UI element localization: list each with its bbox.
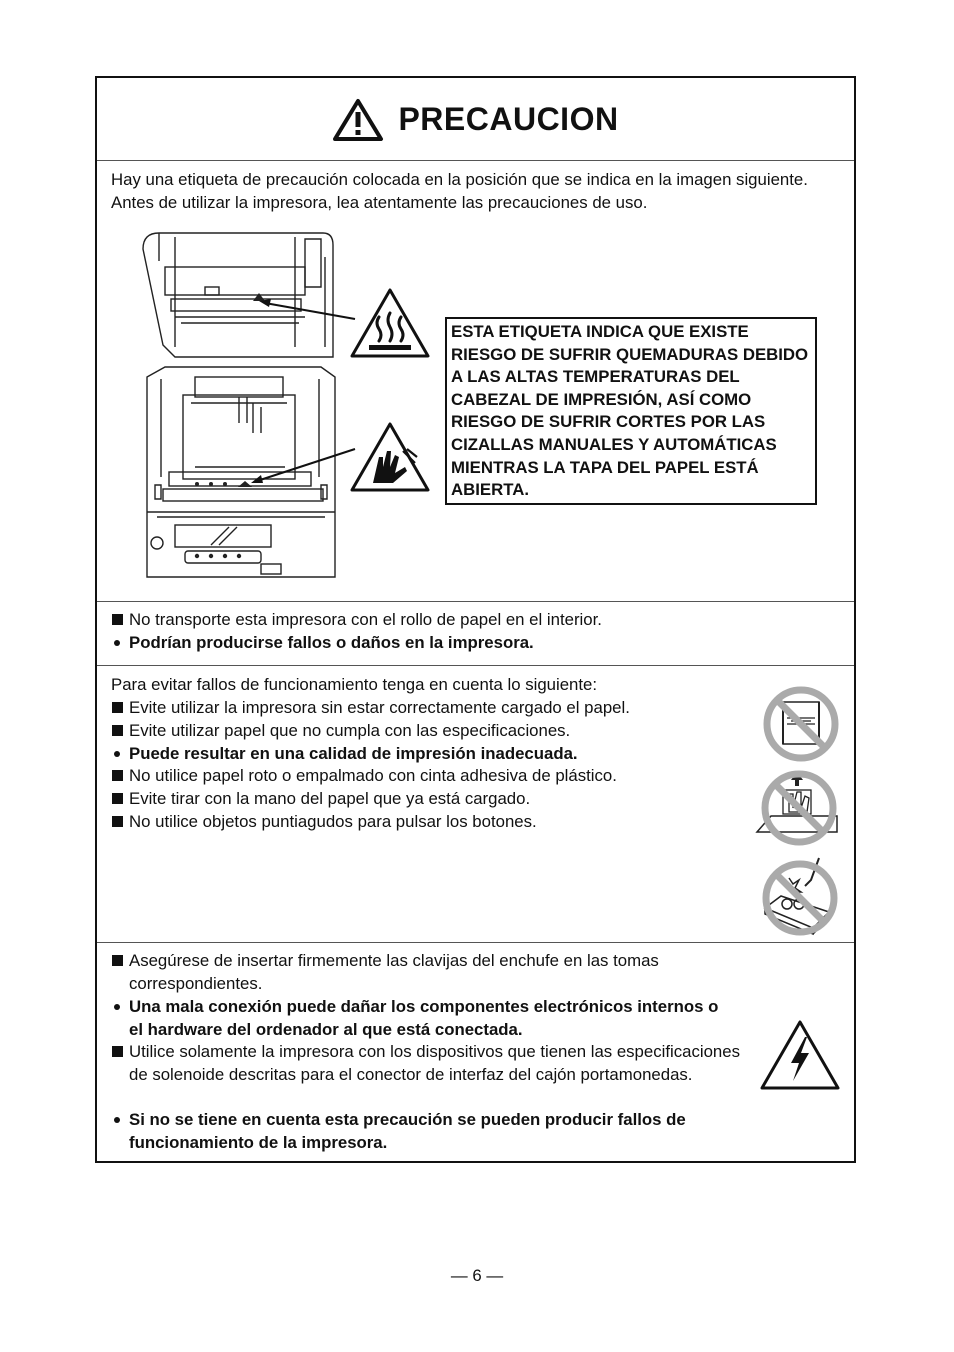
bold-note: Una mala conexión puede dañar los componentes electrónicos internos o el hardware del ordenador al que está conectada. [111, 996, 721, 1041]
list-item: Evite utilizar la impresora sin estar correctamente cargado el papel. [111, 697, 741, 720]
no-sharp-object-icon [759, 852, 841, 938]
list-item: No transporte esta impresora con el rollo de papel en el interior. [111, 609, 811, 632]
printer-illustration [135, 227, 435, 593]
warning-triangle-icon [332, 98, 384, 142]
cutter-hand-icon [349, 421, 431, 493]
label-section [97, 160, 854, 601]
list-item: Evite utilizar papel que no cumpla con las especificaciones. [111, 720, 741, 743]
no-wrong-paper-icon [761, 684, 841, 764]
no-pull-paper-icon [755, 768, 841, 848]
paper-section [97, 665, 854, 942]
page-title: PRECAUCION [398, 101, 619, 137]
list-item: Evite tirar con la mano del papel que ya está cargado. [111, 788, 741, 811]
bold-note: Si no se tiene en cuenta esta precaución se pueden producir fallos de funcionamiento de la impresora. [111, 1109, 751, 1154]
caution-panel [95, 76, 856, 1163]
round-bullet [114, 640, 120, 646]
paper-lead: Para evitar fallos de funcionamiento tenga en cuenta lo siguiente: [111, 675, 598, 694]
transport-section [97, 601, 854, 665]
hot-surface-icon [349, 287, 431, 359]
square-bullet [112, 614, 123, 625]
electric-shock-icon [759, 1019, 841, 1091]
list-item: No utilice papel roto o empalmado con cinta adhesiva de plástico. [111, 765, 741, 788]
bold-note: Puede resultar en una calidad de impresión inadecuada. [111, 743, 741, 766]
list-item: No utilice objetos puntiagudos para pulsar los botones. [111, 811, 741, 834]
list-item: Utilice solamente la impresora con los dispositivos que tienen las especificaciones de solenoide descritas para el conector de interfaz del cajón portamonedas. [111, 1041, 751, 1086]
electric-section [97, 942, 854, 1164]
caution-header [97, 78, 854, 161]
page-number: — 6 — [450, 1266, 504, 1285]
list-item: Asegúrese de insertar firmemente las clavijas del enchufe en las tomas correspondientes. [111, 950, 751, 995]
bold-note: Podrían producirse fallos o daños en la impresora. [111, 632, 811, 655]
caution-label-description: ESTA ETIQUETA INDICA QUE EXISTE RIESGO DE SUFRIR QUEMADURAS DEBIDO A LAS ALTAS TEMPERATURAS DEL CABEZAL DE IMPRESIÓN, ASÍ COMO RIESGO DE SUFRIR CORTES POR LAS CIZALLAS MANUALES Y AUTOMÁTICAS MIENTRAS LA TAPA DEL PAPEL ESTÁ ABIERTA. [445, 317, 817, 505]
intro-text: Hay una etiqueta de precaución colocada en la posición que se indica en la imagen siguiente. Antes de utilizar la impresora, lea atentamente las precauciones de uso. [111, 170, 808, 212]
